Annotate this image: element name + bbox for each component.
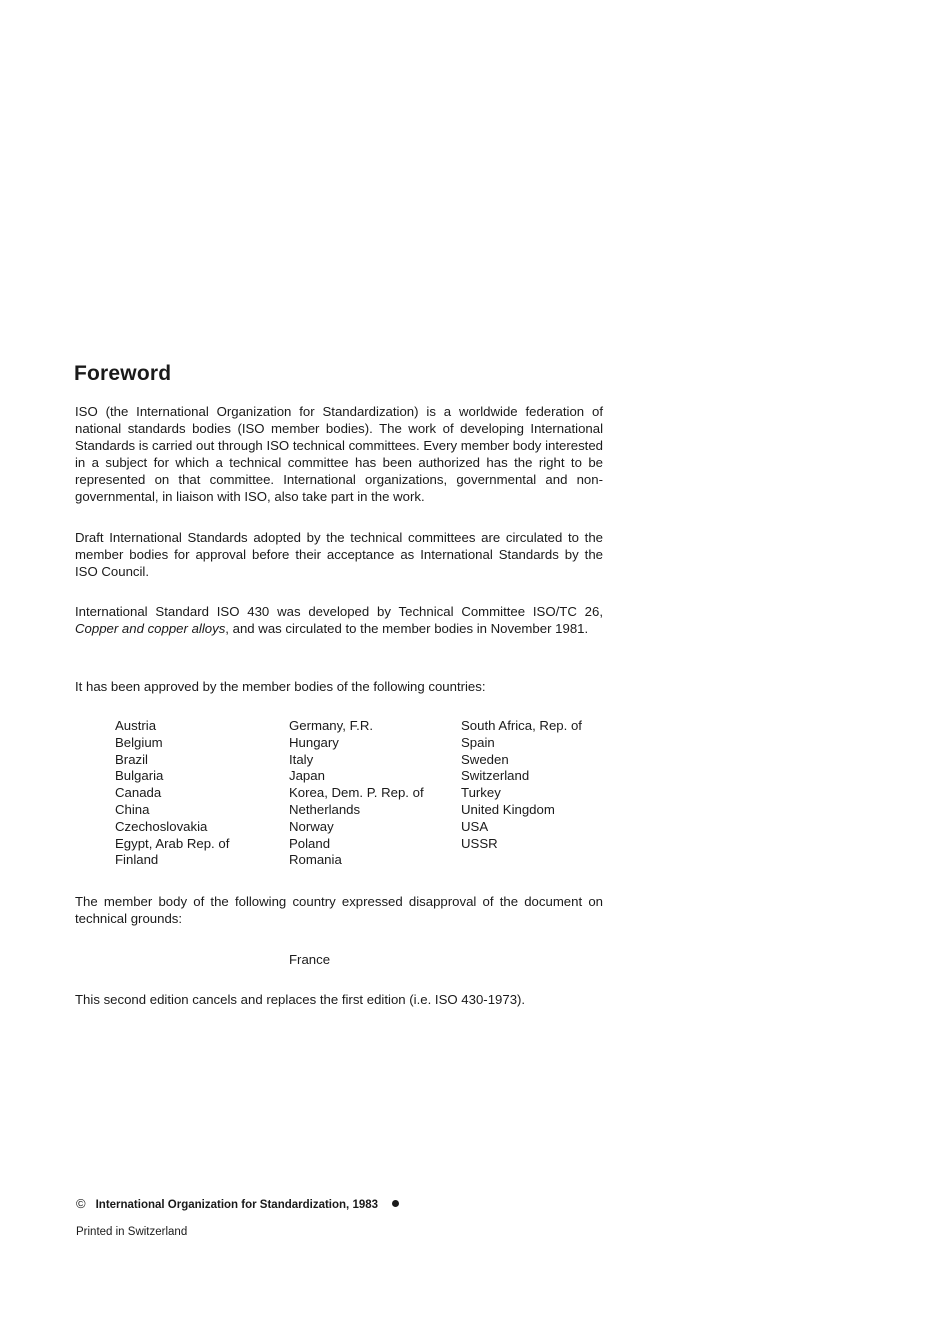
copyright-text: International Organization for Standardization, 1983: [95, 1199, 379, 1211]
country-item: Switzerland: [461, 768, 530, 784]
country-item: Finland: [115, 852, 159, 868]
paragraph-approval-intro: It has been approved by the member bodies of the following countries:: [75, 679, 486, 694]
country-item: Czechoslovakia: [115, 818, 208, 834]
country-item: Belgium: [115, 734, 163, 750]
disapproving-country: France: [289, 952, 331, 967]
country-item: Turkey: [461, 785, 501, 801]
country-item: Italy: [289, 751, 314, 767]
country-item: Austria: [115, 718, 157, 733]
paragraph-development: [75, 603, 603, 637]
country-item: USSR: [461, 835, 498, 851]
country-item: Japan: [289, 768, 325, 784]
country-item: Sweden: [461, 751, 509, 767]
page-title: Foreword: [74, 362, 172, 385]
countries-column-2: [289, 718, 424, 869]
country-item: USA: [461, 818, 489, 834]
paragraph-edition-note: This second edition cancels and replaces the first edition (i.e. ISO 430-1973).: [75, 992, 526, 1007]
development-text-end: , and was circulated to the member bodies in November 1981.: [225, 621, 589, 636]
country-item: United Kingdom: [461, 801, 555, 817]
country-item: Brazil: [115, 751, 148, 767]
committee-title: Copper and copper alloys: [75, 621, 226, 636]
country-item: Germany, F.R.: [289, 718, 374, 733]
country-item: Romania: [289, 852, 342, 868]
copyright-symbol: ©: [76, 1196, 86, 1211]
country-item: Korea, Dem. P. Rep. of: [289, 785, 424, 801]
country-item: Norway: [289, 818, 334, 834]
country-item: Poland: [289, 835, 331, 851]
copyright-line: [76, 1196, 399, 1211]
paragraph-disapproval-intro: The member body of the following country expressed disapproval of the document on technical grounds:: [75, 894, 603, 926]
country-item: Canada: [115, 785, 162, 801]
country-item: Spain: [461, 734, 495, 750]
country-item: Egypt, Arab Rep. of: [115, 835, 230, 851]
countries-column-3: [461, 718, 582, 852]
country-item: China: [115, 801, 150, 817]
countries-column-1: [115, 718, 229, 869]
country-item: Netherlands: [289, 801, 361, 817]
development-text-start: International Standard ISO 430 was developed by Technical Committee ISO/TC 26,: [75, 604, 603, 619]
paragraph-draft-standards: Draft International Standards adopted by the technical committees are circulated to the member bodies for approval before their acceptance as International Standards by the ISO Council.: [75, 530, 603, 579]
country-item: Bulgaria: [115, 768, 164, 784]
country-item: South Africa, Rep. of: [461, 718, 582, 733]
bullet-icon: [392, 1200, 399, 1207]
country-item: Hungary: [289, 734, 339, 750]
approving-countries-list: [115, 718, 615, 878]
paragraph-iso-intro: ISO (the International Organization for Standardization) is a worldwide federation of national standards bodies (ISO member bodies). The work of developing International Standards is carried out through ISO technical committees. Every member body interested in a subject for which a technical committee has been authorized has the right to be represented on that committee. International organizations, governmental and non-governmental, in liaison with ISO, also take part in the work.: [75, 404, 603, 504]
printed-location: Printed in Switzerland: [76, 1226, 188, 1238]
